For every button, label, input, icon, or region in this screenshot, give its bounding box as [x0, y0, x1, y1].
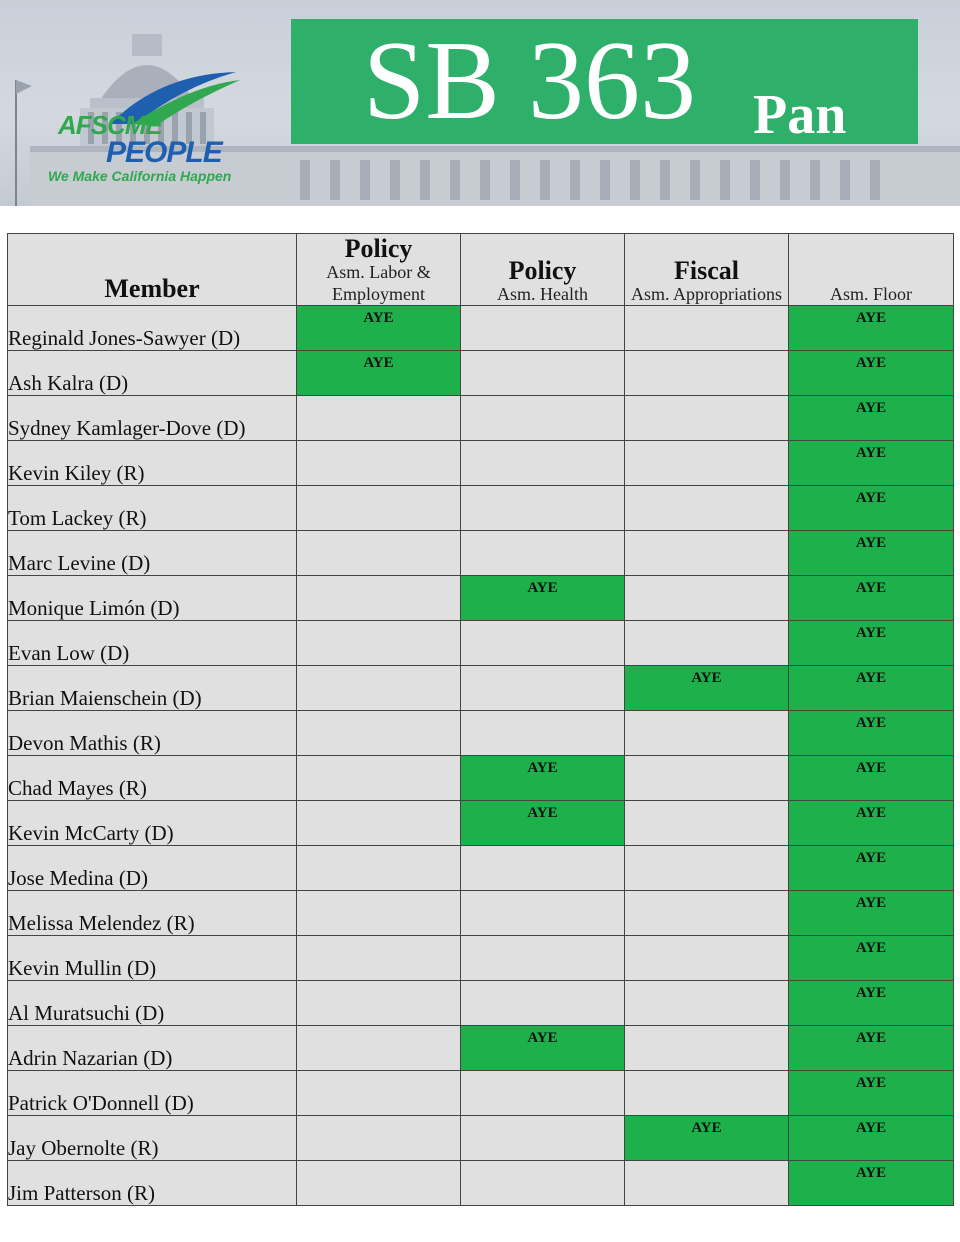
member-name: Tom Lackey (R) — [8, 486, 297, 531]
vote-cell: AYE — [297, 351, 461, 396]
table-row — [8, 891, 954, 936]
table-row — [8, 756, 954, 801]
vote-cell: AYE — [789, 396, 954, 441]
table-row — [8, 1026, 954, 1071]
vote-cell — [297, 486, 461, 531]
member-name: Jim Patterson (R) — [8, 1161, 297, 1206]
vote-cell — [625, 756, 789, 801]
vote-cell — [297, 981, 461, 1026]
vote-cell: AYE — [461, 576, 625, 621]
vote-cell — [461, 846, 625, 891]
member-name: Monique Limón (D) — [8, 576, 297, 621]
vote-cell: AYE — [461, 1026, 625, 1071]
vote-cell — [625, 441, 789, 486]
vote-cell: AYE — [789, 1071, 954, 1116]
vote-cell — [625, 711, 789, 756]
header-member: Member — [8, 234, 297, 306]
vote-cell — [297, 396, 461, 441]
vote-cell — [297, 1161, 461, 1206]
member-name: Ash Kalra (D) — [8, 351, 297, 396]
bill-number: SB 363 — [363, 19, 696, 143]
vote-cell: AYE — [789, 486, 954, 531]
member-name: Kevin Kiley (R) — [8, 441, 297, 486]
vote-cell — [297, 711, 461, 756]
vote-cell — [461, 486, 625, 531]
vote-cell: AYE — [789, 351, 954, 396]
member-name: Sydney Kamlager-Dove (D) — [8, 396, 297, 441]
vote-cell — [297, 576, 461, 621]
member-name: Devon Mathis (R) — [8, 711, 297, 756]
header-row — [8, 234, 954, 306]
vote-cell — [297, 666, 461, 711]
member-name: Kevin McCarty (D) — [8, 801, 297, 846]
vote-cell — [297, 621, 461, 666]
vote-cell — [461, 666, 625, 711]
table-row — [8, 846, 954, 891]
vote-cell — [461, 351, 625, 396]
vote-cell: AYE — [625, 1116, 789, 1161]
vote-cell — [297, 801, 461, 846]
vote-cell — [625, 351, 789, 396]
vote-cell: AYE — [625, 666, 789, 711]
vote-cell: AYE — [789, 306, 954, 351]
table-row — [8, 351, 954, 396]
table-row — [8, 576, 954, 621]
vote-cell — [625, 576, 789, 621]
table-row — [8, 666, 954, 711]
table-row — [8, 1116, 954, 1161]
member-name: Evan Low (D) — [8, 621, 297, 666]
vote-cell: AYE — [461, 801, 625, 846]
vote-cell — [297, 1071, 461, 1116]
vote-cell — [461, 981, 625, 1026]
table-row — [8, 1071, 954, 1116]
header-labor-employment: Policy Asm. Labor & Employment — [297, 234, 461, 306]
table-row — [8, 936, 954, 981]
vote-cell: AYE — [789, 981, 954, 1026]
vote-cell — [297, 441, 461, 486]
member-name: Marc Levine (D) — [8, 531, 297, 576]
vote-cell — [297, 891, 461, 936]
vote-cell — [297, 756, 461, 801]
member-name: Jay Obernolte (R) — [8, 1116, 297, 1161]
vote-cell — [297, 936, 461, 981]
vote-cell — [461, 441, 625, 486]
member-name: Reginald Jones-Sawyer (D) — [8, 306, 297, 351]
vote-cell — [297, 531, 461, 576]
vote-table — [7, 233, 954, 1206]
vote-cell — [625, 801, 789, 846]
member-name: Jose Medina (D) — [8, 846, 297, 891]
vote-cell: AYE — [789, 1161, 954, 1206]
member-name: Brian Maienschein (D) — [8, 666, 297, 711]
vote-cell: AYE — [789, 936, 954, 981]
logo-line2: PEOPLE — [106, 136, 222, 169]
vote-cell — [625, 306, 789, 351]
vote-cell — [461, 531, 625, 576]
vote-cell: AYE — [789, 441, 954, 486]
member-name: Patrick O'Donnell (D) — [8, 1071, 297, 1116]
vote-cell: AYE — [461, 756, 625, 801]
vote-cell: AYE — [789, 846, 954, 891]
vote-cell: AYE — [789, 576, 954, 621]
afscme-logo — [40, 66, 280, 191]
vote-cell: AYE — [789, 531, 954, 576]
vote-cell: AYE — [297, 306, 461, 351]
vote-cell — [625, 1161, 789, 1206]
table-row — [8, 486, 954, 531]
vote-cell: AYE — [789, 666, 954, 711]
vote-cell — [625, 936, 789, 981]
vote-cell — [461, 936, 625, 981]
vote-cell — [461, 396, 625, 441]
table-row — [8, 621, 954, 666]
vote-cell: AYE — [789, 1116, 954, 1161]
table-row — [8, 981, 954, 1026]
vote-cell — [297, 1026, 461, 1071]
vote-cell — [461, 1071, 625, 1116]
vote-cell — [625, 981, 789, 1026]
vote-cell — [625, 396, 789, 441]
banner — [0, 0, 960, 206]
vote-cell — [461, 891, 625, 936]
vote-cell — [461, 711, 625, 756]
member-name: Kevin Mullin (D) — [8, 936, 297, 981]
vote-cell: AYE — [789, 756, 954, 801]
table-row — [8, 711, 954, 756]
vote-cell: AYE — [789, 891, 954, 936]
vote-cell — [461, 306, 625, 351]
member-name: Adrin Nazarian (D) — [8, 1026, 297, 1071]
member-name: Chad Mayes (R) — [8, 756, 297, 801]
header-health: Policy Asm. Health — [461, 234, 625, 306]
table-row — [8, 396, 954, 441]
vote-cell — [461, 1161, 625, 1206]
vote-cell — [625, 486, 789, 531]
vote-cell — [297, 1116, 461, 1161]
logo-tagline: We Make California Happen — [48, 168, 232, 184]
vote-cell: AYE — [789, 1026, 954, 1071]
header-floor: Asm. Floor — [789, 234, 954, 306]
vote-cell — [625, 891, 789, 936]
vote-cell — [461, 621, 625, 666]
table-row — [8, 1161, 954, 1206]
table-row — [8, 441, 954, 486]
table-row — [8, 801, 954, 846]
vote-cell — [625, 846, 789, 891]
vote-cell — [625, 621, 789, 666]
logo-line1: AFSCME — [58, 110, 162, 140]
vote-cell: AYE — [789, 711, 954, 756]
vote-cell: AYE — [789, 621, 954, 666]
member-name: Al Muratsuchi (D) — [8, 981, 297, 1026]
table-row — [8, 306, 954, 351]
vote-cell — [625, 1071, 789, 1116]
bill-author: Pan — [753, 84, 847, 146]
vote-cell: AYE — [789, 801, 954, 846]
vote-cell — [625, 531, 789, 576]
member-name: Melissa Melendez (R) — [8, 891, 297, 936]
vote-cell — [461, 1116, 625, 1161]
vote-cell — [625, 1026, 789, 1071]
header-appropriations: Fiscal Asm. Appropriations — [625, 234, 789, 306]
table-row — [8, 531, 954, 576]
bill-title-box — [291, 19, 918, 144]
vote-cell — [297, 846, 461, 891]
